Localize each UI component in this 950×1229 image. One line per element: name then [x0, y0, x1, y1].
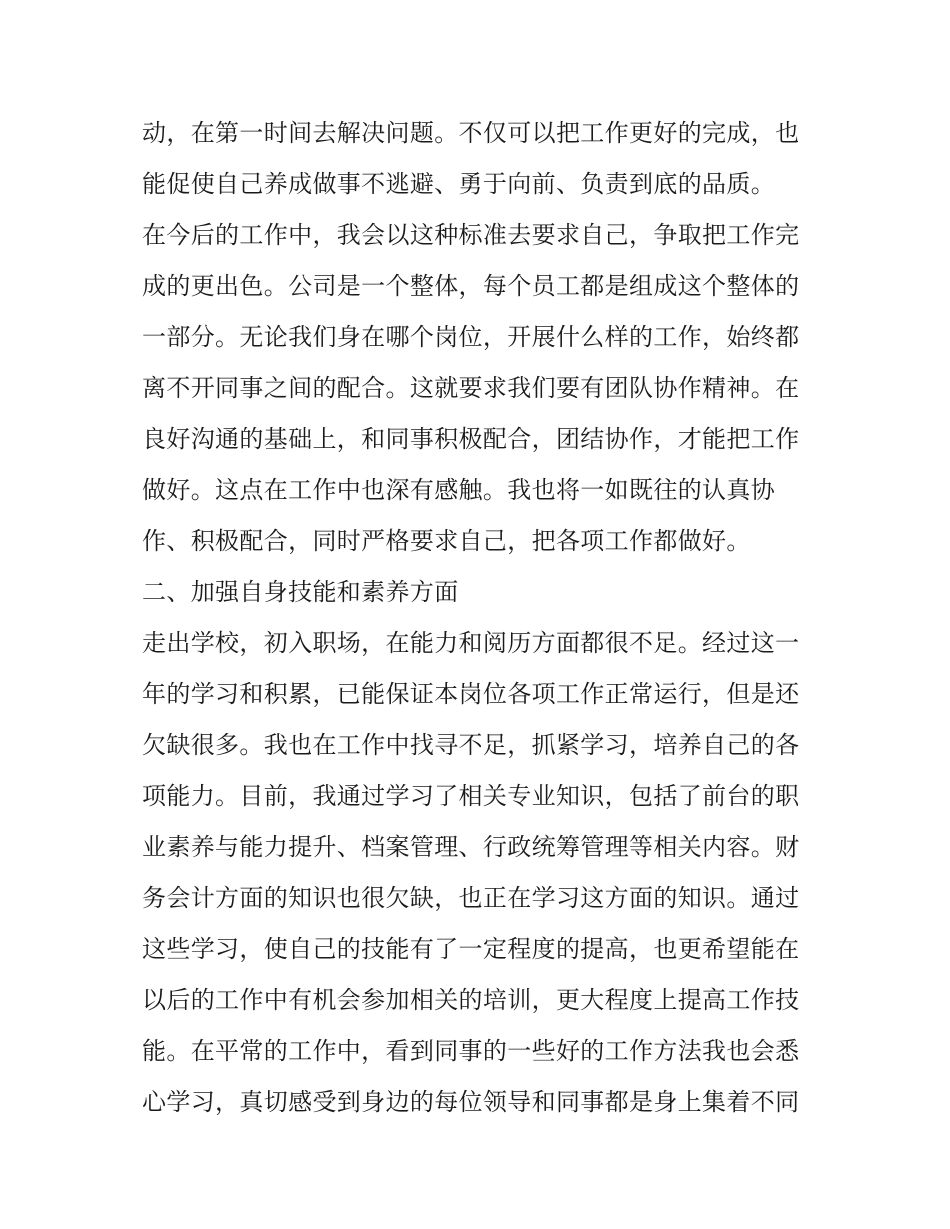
- text-line-5: 一部分。无论我们身在哪个岗位，开展什么样的工作，始终都: [142, 323, 800, 351]
- text-line-19: 能。在平常的工作中，看到同事的一些好的工作方法我也会悉: [142, 1037, 800, 1065]
- text-line-20: 心学习，真切感受到身边的每位领导和同事都是身上集着不同: [142, 1088, 800, 1116]
- text-line-11: 走出学校，初入职场，在能力和阅历方面都很不足。经过这一: [142, 629, 800, 657]
- text-line-13: 欠缺很多。我也在工作中找寻不足，抓紧学习，培养自己的各: [142, 731, 800, 759]
- text-line-7: 良好沟通的基础上，和同事积极配合，团结协作，才能把工作: [142, 425, 800, 453]
- text-line-9: 作、积极配合，同时严格要求自己，把各项工作都做好。: [142, 527, 751, 555]
- text-line-17: 这些学习，使自己的技能有了一定程度的提高，也更希望能在: [142, 935, 800, 963]
- text-line-4: 成的更出色。公司是一个整体，每个员工都是组成这个整体的: [142, 272, 800, 300]
- text-line-1: 动，在第一时间去解决问题。不仅可以把工作更好的完成，也: [142, 119, 800, 147]
- text-line-3: 在今后的工作中，我会以这种标准去要求自己，争取把工作完: [142, 221, 800, 249]
- text-line-12: 年的学习和积累，已能保证本岗位各项工作正常运行，但是还: [142, 680, 800, 708]
- text-line-16: 务会计方面的知识也很欠缺，也正在学习这方面的知识。通过: [142, 884, 800, 912]
- text-line-14: 项能力。目前，我通过学习了相关专业知识，包括了前台的职: [142, 782, 800, 810]
- text-line-8: 做好。这点在工作中也深有感触。我也将一如既往的认真协: [142, 476, 776, 504]
- text-line-2: 能促使自己养成做事不逃避、勇于向前、负责到底的品质。: [142, 170, 776, 198]
- text-line-18: 以后的工作中有机会参加相关的培训，更大程度上提高工作技: [142, 986, 800, 1014]
- text-line-6: 离不开同事之间的配合。这就要求我们要有团队协作精神。在: [142, 374, 800, 402]
- text-line-15: 业素养与能力提升、档案管理、行政统筹管理等相关内容。财: [142, 833, 800, 861]
- body-text: [142, 108, 822, 1128]
- section-heading: 二、加强自身技能和素养方面: [142, 578, 459, 606]
